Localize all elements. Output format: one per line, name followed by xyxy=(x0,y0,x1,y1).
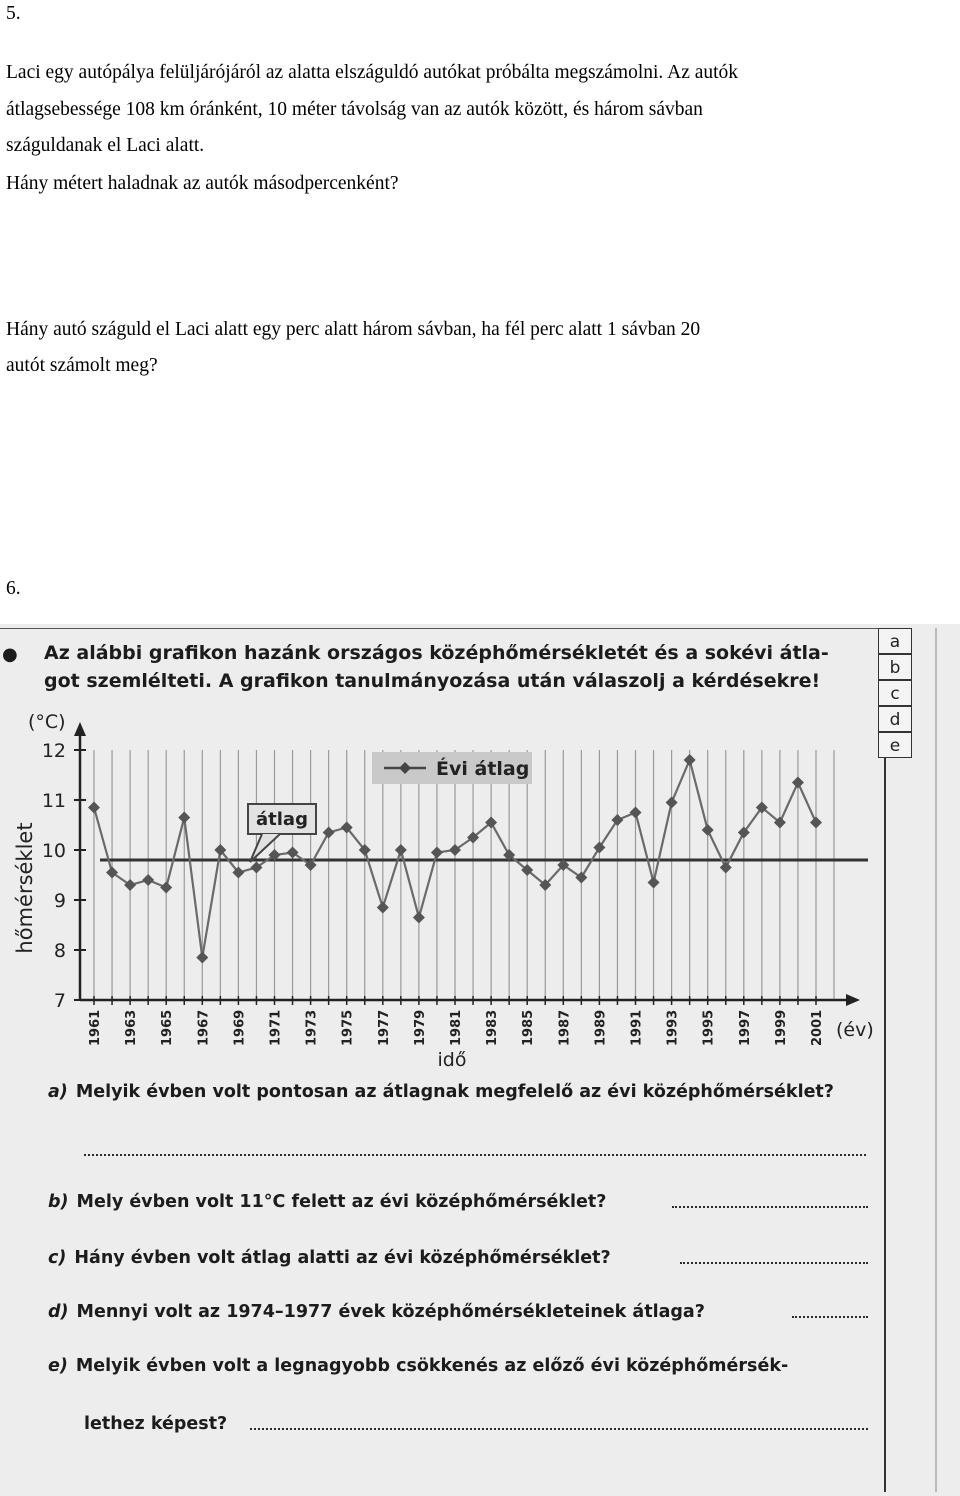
data-point xyxy=(160,882,172,894)
y-tick-label: 12 xyxy=(41,740,66,762)
answer-box-b[interactable]: b xyxy=(878,654,912,680)
data-point xyxy=(178,812,190,824)
data-point xyxy=(431,847,443,859)
x-tick-label: 1973 xyxy=(304,1009,320,1046)
task-number-marker: ● xyxy=(2,644,18,665)
x-tick-label: 1997 xyxy=(737,1009,753,1046)
task5-question-2-line-2: autót számolt meg? xyxy=(6,355,158,376)
task6-number: 6. xyxy=(6,578,21,599)
question-e-label: e) xyxy=(48,1356,68,1376)
answer-box-e[interactable]: e xyxy=(878,732,912,758)
data-point xyxy=(792,777,804,789)
answer-line-e[interactable] xyxy=(250,1428,868,1430)
question-a-text: Melyik évben volt pontosan az átlagnak megfelelő az évi középhőmérséklet? xyxy=(75,1082,834,1102)
data-point xyxy=(611,814,623,826)
x-axis-title: idő xyxy=(437,1049,467,1071)
data-point xyxy=(810,817,822,829)
scanned-worksheet xyxy=(0,624,960,1496)
answer-line-c[interactable] xyxy=(680,1262,868,1264)
x-tick-label: 1977 xyxy=(376,1009,392,1046)
chart-grid xyxy=(94,750,834,1000)
legend-label: Évi átlag xyxy=(436,758,530,780)
data-point xyxy=(395,844,407,856)
data-point xyxy=(142,874,154,886)
answer-box-c[interactable]: c xyxy=(878,680,912,706)
question-b xyxy=(48,1192,606,1212)
data-point xyxy=(648,877,660,889)
data-point xyxy=(88,802,100,814)
answer-box-d[interactable]: d xyxy=(878,706,912,732)
chart-series xyxy=(88,754,868,964)
task5-question-1: Hány métert haladnak az autók másodpercenként? xyxy=(6,173,399,194)
x-tick-label: 1983 xyxy=(485,1009,501,1046)
data-point xyxy=(196,952,208,964)
question-c xyxy=(48,1248,611,1268)
y-axis-arrow xyxy=(74,722,86,736)
x-tick-label: 2001 xyxy=(810,1009,825,1046)
question-d-text: Mennyi volt az 1974–1977 évek középhőmérsékleteinek átlaga? xyxy=(76,1302,705,1322)
answer-line-a[interactable] xyxy=(84,1154,866,1156)
answer-box-a[interactable]: a xyxy=(878,628,912,654)
answer-line-b[interactable] xyxy=(672,1206,868,1208)
instruction-line-1: Az alábbi grafikon hazánk országos középhőmérsékletét és a sokévi átla- xyxy=(44,642,829,664)
y-tick-label: 10 xyxy=(41,840,66,862)
x-axis-arrow xyxy=(846,994,860,1006)
data-point xyxy=(377,902,389,914)
data-point xyxy=(666,797,678,809)
task5-text-line-1: Laci egy autópálya felüljárójáról az alatta elszáguldó autókat próbálta megszámolni. Az autók xyxy=(6,62,739,83)
x-tick-label: 1985 xyxy=(521,1009,537,1046)
x-tick-label: 1965 xyxy=(160,1009,176,1046)
x-tick-label: 1979 xyxy=(412,1009,428,1046)
x-unit-label: (év) xyxy=(836,1019,874,1041)
instruction-line-2: got szemlélteti. A grafikon tanulmányozása után válaszolj a kérdésekre! xyxy=(44,670,821,692)
task5-question-2-line-1: Hány autó száguld el Laci alatt egy perc alatt három sávban, ha fél perc alatt 1 sávban 20 xyxy=(6,319,701,340)
data-point xyxy=(323,827,335,839)
x-tick-label: 1961 xyxy=(88,1009,103,1046)
x-tick-label: 1963 xyxy=(124,1009,140,1046)
x-tick-label: 1993 xyxy=(665,1009,681,1046)
x-tick-label: 1969 xyxy=(232,1009,248,1046)
x-tick-label: 1971 xyxy=(268,1009,284,1046)
data-point xyxy=(702,824,714,836)
y-tick-label: 7 xyxy=(53,990,66,1012)
data-point xyxy=(720,862,732,874)
x-tick-label: 1989 xyxy=(593,1009,609,1046)
x-tick-label: 1975 xyxy=(340,1009,356,1046)
question-b-label: b) xyxy=(48,1192,69,1212)
task5-text-line-3: száguldanak el Laci alatt. xyxy=(6,135,205,156)
y-unit-label: (°C) xyxy=(28,711,66,733)
y-tick-label: 9 xyxy=(53,890,66,912)
x-tick-label: 1967 xyxy=(196,1009,212,1046)
average-annotation-label: átlag xyxy=(256,809,308,830)
x-tick-label: 1999 xyxy=(773,1009,789,1046)
x-tick-label: 1981 xyxy=(449,1009,464,1046)
question-c-label: c) xyxy=(48,1248,67,1268)
y-axis-title: hőmérséklet xyxy=(13,822,37,954)
answer-line-d[interactable] xyxy=(792,1316,868,1318)
question-c-text: Hány évben volt átlag alatti az évi középhőmérséklet? xyxy=(74,1248,611,1268)
data-point xyxy=(413,912,425,924)
question-e-text: Melyik évben volt a legnagyobb csökkenés az előző évi középhőmérsék- xyxy=(75,1356,789,1376)
question-d xyxy=(48,1302,705,1322)
question-a-label: a) xyxy=(48,1082,68,1102)
question-b-text: Mely évben volt 11°C felett az évi középhőmérséklet? xyxy=(76,1192,607,1212)
data-point xyxy=(630,807,642,819)
y-tick-label: 8 xyxy=(53,940,66,962)
data-point xyxy=(593,842,605,854)
task5-text-line-2: átlagsebessége 108 km óránként, 10 méter távolság van az autók között, és három sávban xyxy=(6,99,703,120)
question-a xyxy=(48,1082,834,1102)
task5-number: 5. xyxy=(6,3,21,24)
data-point xyxy=(684,754,696,766)
question-d-label: d) xyxy=(48,1302,69,1322)
temperature-chart xyxy=(0,624,960,1084)
y-tick-label: 11 xyxy=(41,790,66,812)
question-e-line-2: lethez képest? xyxy=(84,1414,228,1434)
x-tick-label: 1995 xyxy=(701,1009,717,1046)
x-tick-label: 1987 xyxy=(557,1009,573,1046)
x-tick-label: 1991 xyxy=(629,1009,645,1046)
question-e xyxy=(48,1356,788,1376)
